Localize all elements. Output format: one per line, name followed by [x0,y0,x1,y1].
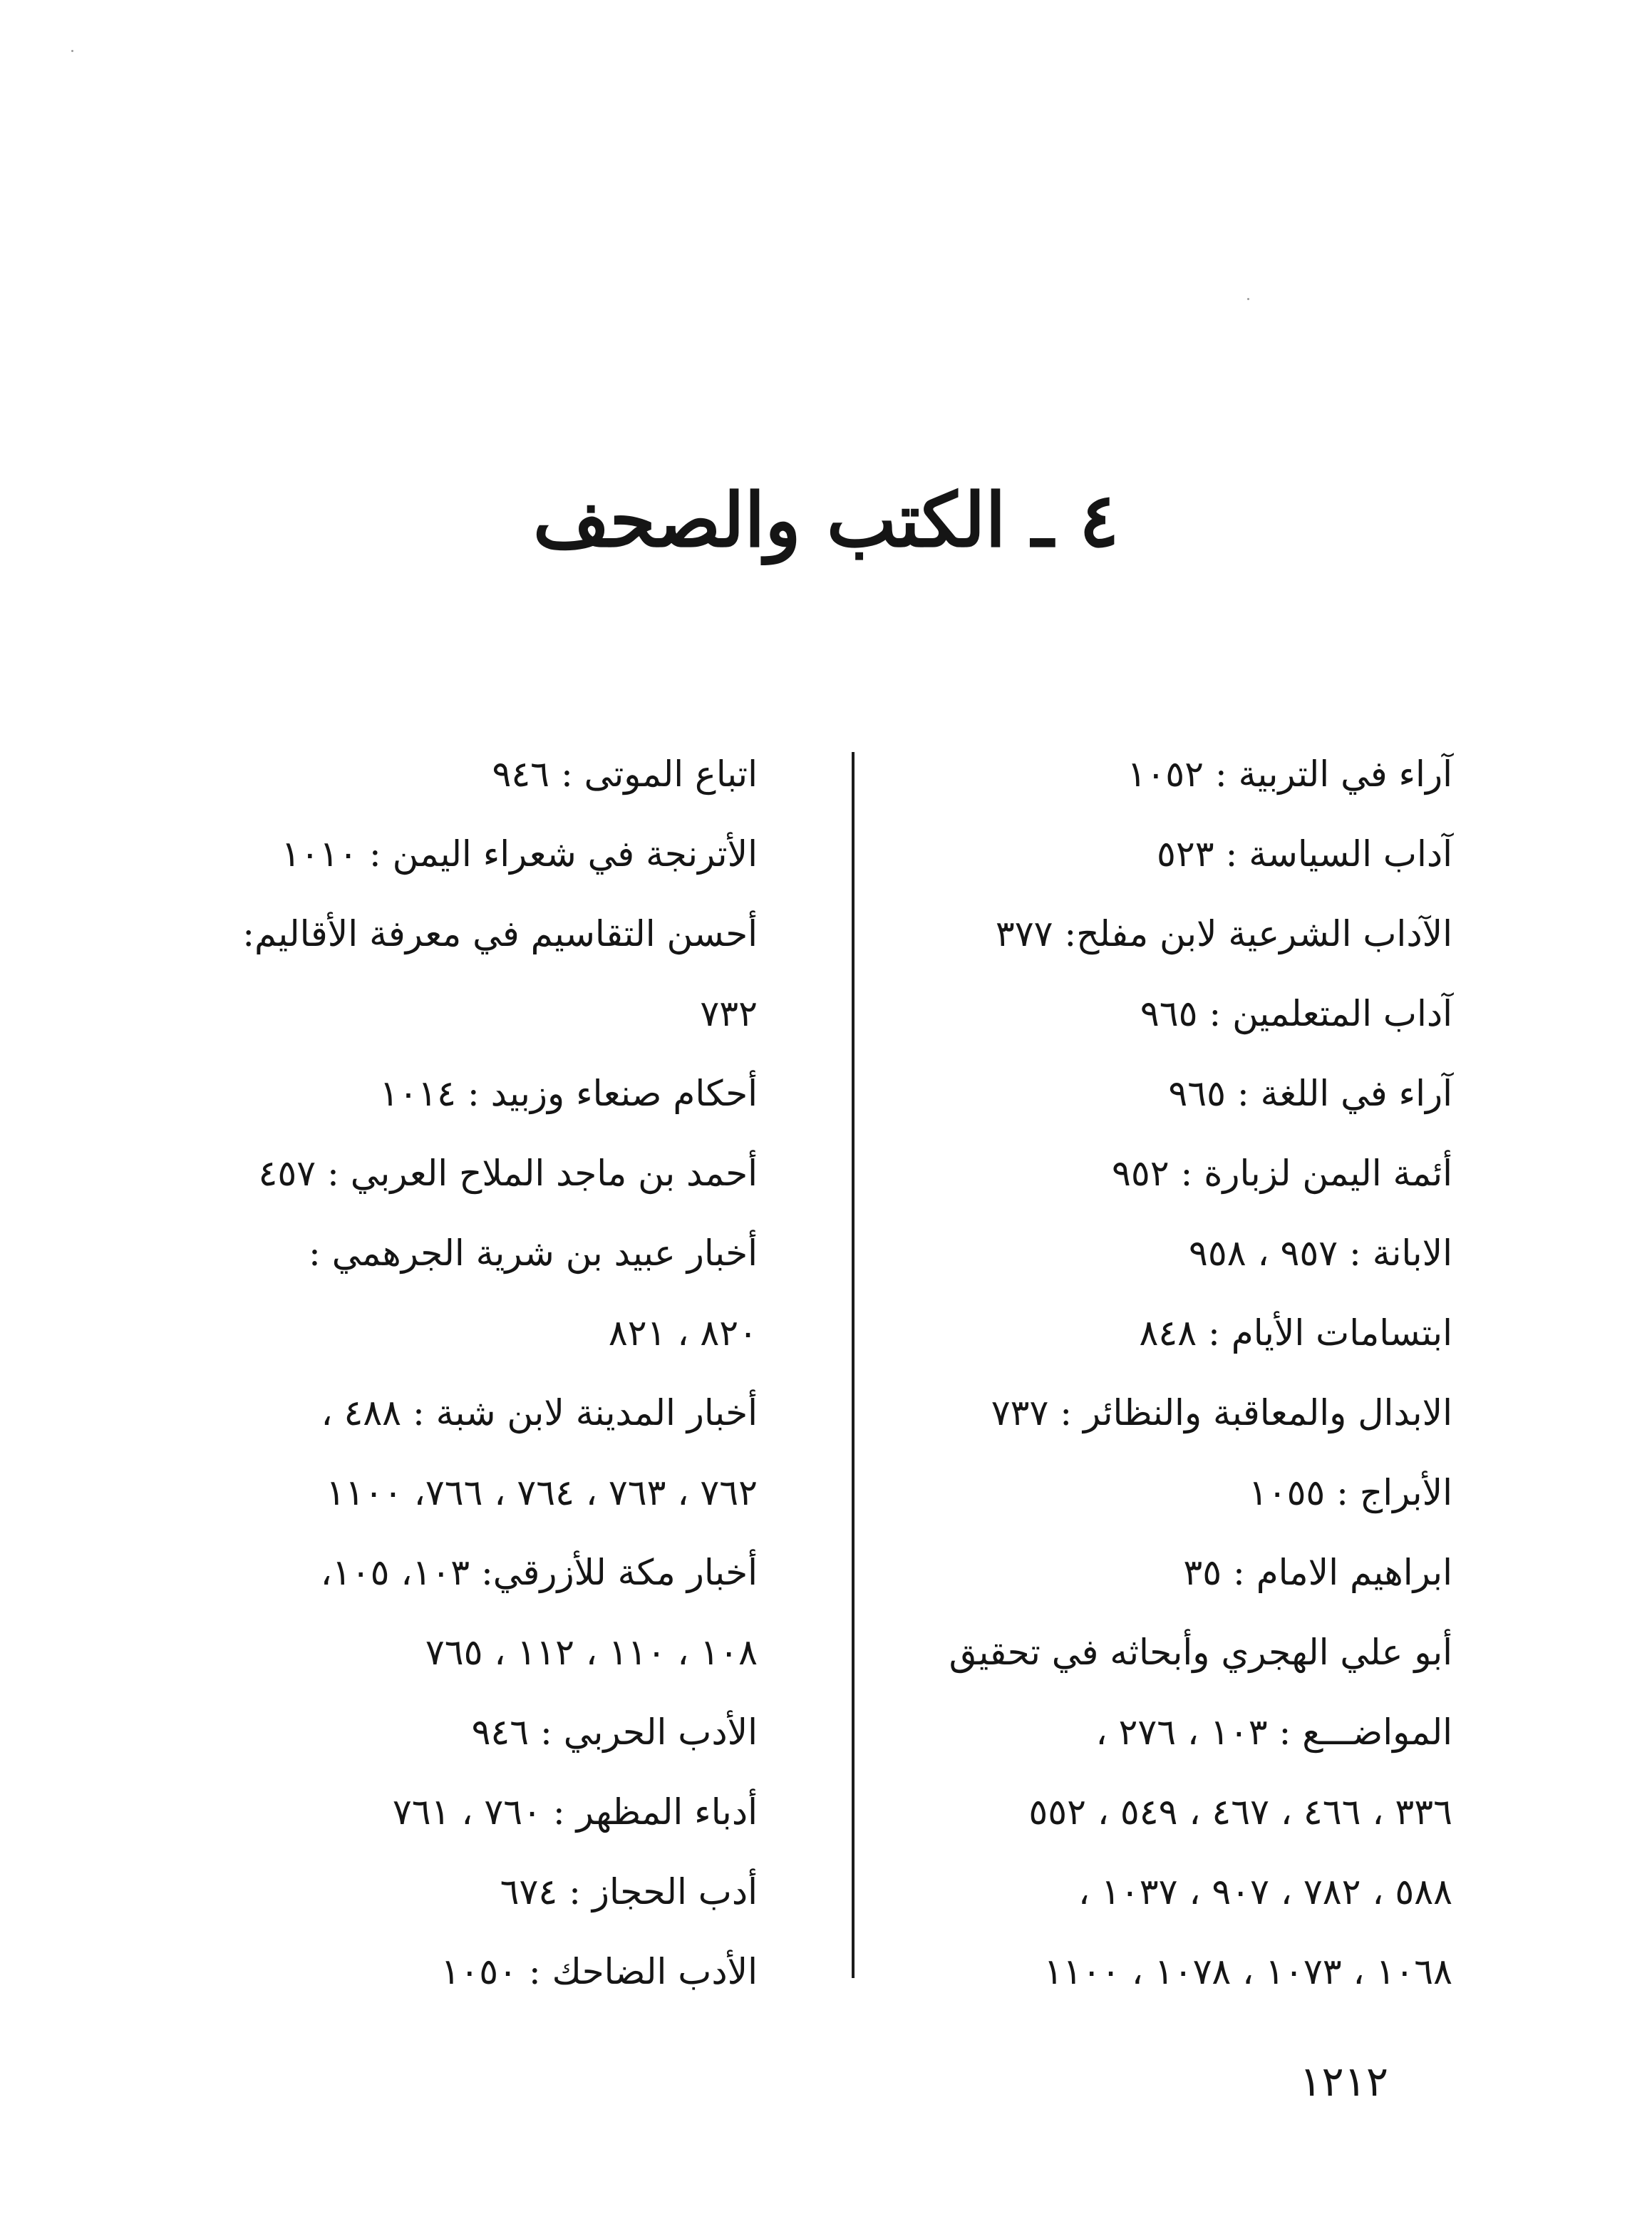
index-entry: الأترنجة في شعراء اليمن : ١٠١٠ [281,833,758,875]
index-entry: ٧٦٢ ، ٧٦٣ ، ٧٦٤ ، ٧٦٦، ١١٠٠ [326,1472,758,1513]
scan-speck [1247,298,1249,300]
index-entry: أحسن التقاسيم في معرفة الأقاليم: [242,913,758,954]
page-number: ١٢١٢ [1299,2057,1388,2106]
scan-speck [71,50,73,52]
index-entry: آداب السياسة : ٥٢٣ [1157,833,1452,875]
index-entry: اتباع الموتى : ٩٤٦ [492,753,758,795]
index-entry: أدب الحجاز : ٦٧٤ [500,1871,758,1912]
index-entry: المواضـــع : ١٠٣ ، ٢٧٦ ، [1095,1711,1452,1753]
index-entry: الابدال والمعاقبة والنظائر : ٧٣٧ [991,1392,1452,1433]
column-divider [852,752,855,1978]
index-entry: ١٠٨ ، ١١٠ ، ١١٢ ، ٧٦٥ [425,1632,758,1673]
index-entry: أبو علي الهجري وأبحاثه في تحقيق [949,1632,1452,1673]
index-entry: أحكام صنعاء وزبيد : ١٠١٤ [379,1073,758,1114]
section-title: ٤ ـ الكتب والصحف [532,476,1120,564]
index-entry: أحمد بن ماجد الملاح العربي : ٤٥٧ [258,1153,758,1194]
index-entry: الابانة : ٩٥٧ ، ٩٥٨ [1188,1232,1452,1274]
index-entry: آراء في التربية : ١٠٥٢ [1127,753,1452,795]
index-entry: الأدب الضاحك : ١٠٥٠ [440,1951,758,1992]
index-entry: ٧٣٢ [700,993,758,1034]
index-entry: ٥٨٨ ، ٧٨٢ ، ٩٠٧ ، ١٠٣٧ ، [1078,1871,1452,1912]
index-entry: ابتسامات الأيام : ٨٤٨ [1139,1312,1452,1354]
index-entry: أخبار مكة للأزرقي: ١٠٣، ١٠٥، [320,1552,758,1593]
index-entry: آداب المتعلمين : ٩٦٥ [1140,993,1452,1034]
index-column-right [740,734,1452,2012]
index-entry: ١٠٦٨ ، ١٠٧٣ ، ١٠٧٨ ، ١١٠٠ [1043,1951,1452,1992]
index-entry: ٣٣٦ ، ٤٦٦ ، ٤٦٧ ، ٥٤٩ ، ٥٥٢ [1028,1791,1452,1833]
index-entry: الآداب الشرعية لابن مفلح: ٣٧٧ [995,913,1452,954]
index-entry: أئمة اليمن لزبارة : ٩٥٢ [1111,1153,1452,1194]
index-entry: الأدب الحربي : ٩٤٦ [471,1711,758,1753]
index-entry: أخبار المدينة لابن شبة : ٤٨٨ ، [321,1392,758,1433]
index-entry: الأبراج : ١٠٥٥ [1248,1472,1452,1513]
index-entry: ٨٢٠ ، ٨٢١ [608,1312,758,1354]
index-entry: آراء في اللغة : ٩٦٥ [1168,1073,1452,1114]
index-column-left [59,734,758,2012]
index-entry: أدباء المظهر : ٧٦٠ ، ٧٦١ [392,1791,758,1833]
index-entry: أخبار عبيد بن شرية الجرهمي : [309,1232,758,1274]
index-entry: ابراهيم الامام : ٣٥ [1183,1552,1452,1593]
